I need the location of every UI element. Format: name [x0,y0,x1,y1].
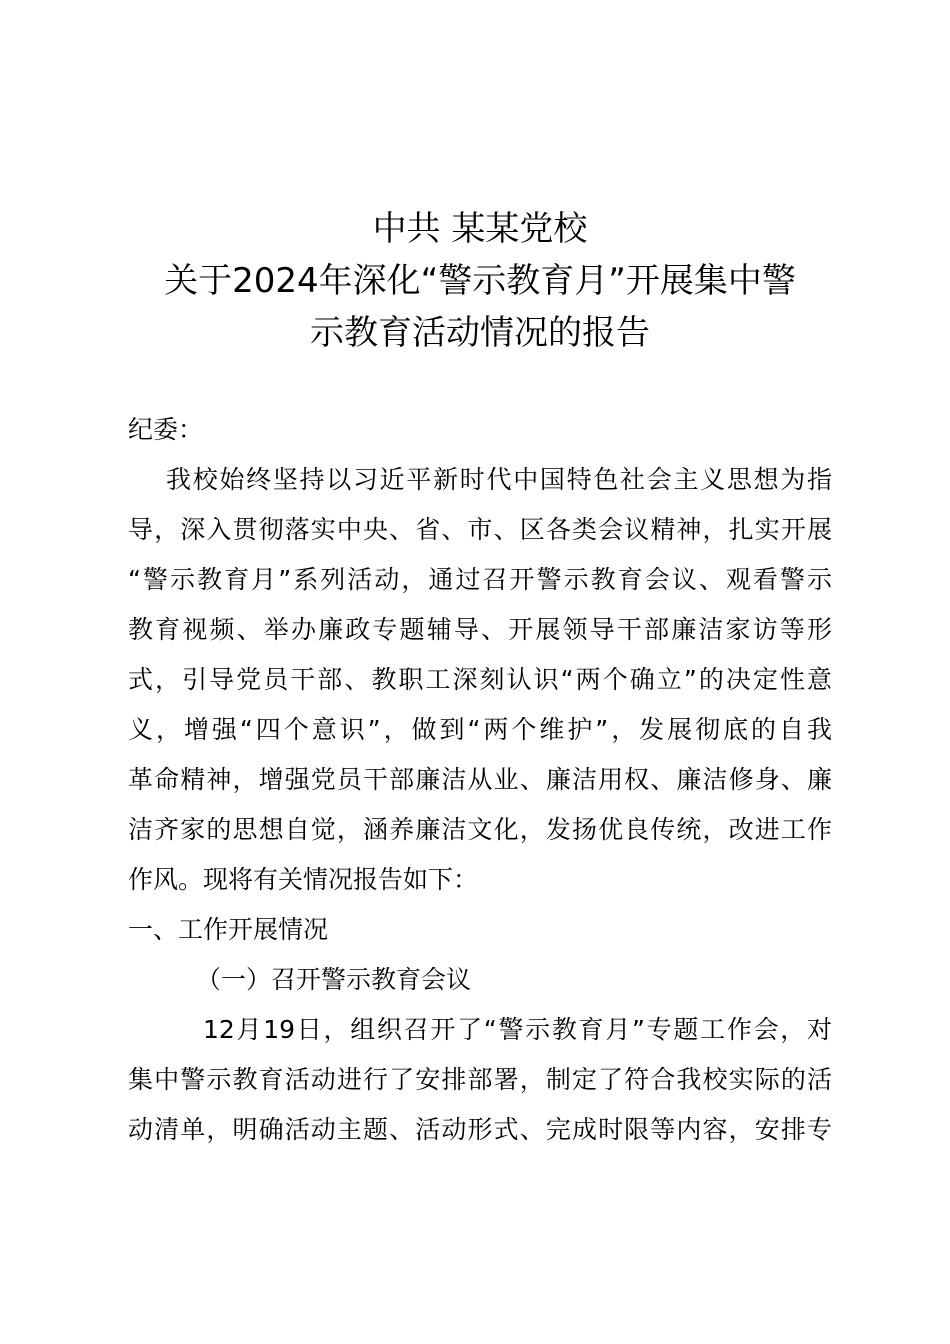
paragraph1-line: 作风。现将有关情况报告如下： [128,865,479,894]
salutation: 纪委： [128,415,204,444]
paragraph1-line: 教育视频、举办廉政专题辅导、开展领导干部廉洁家访等形 [128,615,832,644]
subsection1-heading: （一）召开警示教育会议 [196,965,472,994]
paragraph1-line: “警示教育月”系列活动，通过召开警示教育会议、观看警示 [128,565,832,594]
document-body [128,405,832,1155]
paragraph2-line: 12月19日，组织召开了“警示教育月”专题工作会，对 [203,1015,832,1044]
document-title [100,203,860,359]
title-line-3: 示教育活动情况的报告 [310,313,650,353]
paragraph1-line: 革命精神，增强党员干部廉洁从业、廉洁用权、廉洁修身、廉 [128,765,832,794]
paragraph2-line: 动清单，明确活动主题、活动形式、完成时限等内容，安排专 [128,1115,832,1144]
paragraph2-line: 集中警示教育活动进行了安排部署，制定了符合我校实际的活 [128,1065,832,1094]
paragraph1-line: 义，增强“四个意识”，做到“两个维护”，发展彻底的自我 [128,715,832,744]
paragraph1-line: 导，深入贯彻落实中央、省、市、区各类会议精神，扎实开展 [128,515,832,544]
title-line-1: 中共 某某党校 [372,209,588,249]
paragraph1-line: 式，引导党员干部、教职工深刻认识“两个确立”的决定性意 [128,665,832,694]
paragraph1-line: 我校始终坚持以习近平新时代中国特色社会主义思想为指 [166,465,832,494]
title-line-2: 关于2024年深化“警示教育月”开展集中警 [164,261,796,301]
paragraph1-line: 洁齐家的思想自觉，涵养廉洁文化，发扬优良传统，改进工作 [128,815,832,844]
section1-heading: 一、工作开展情况 [128,915,329,944]
